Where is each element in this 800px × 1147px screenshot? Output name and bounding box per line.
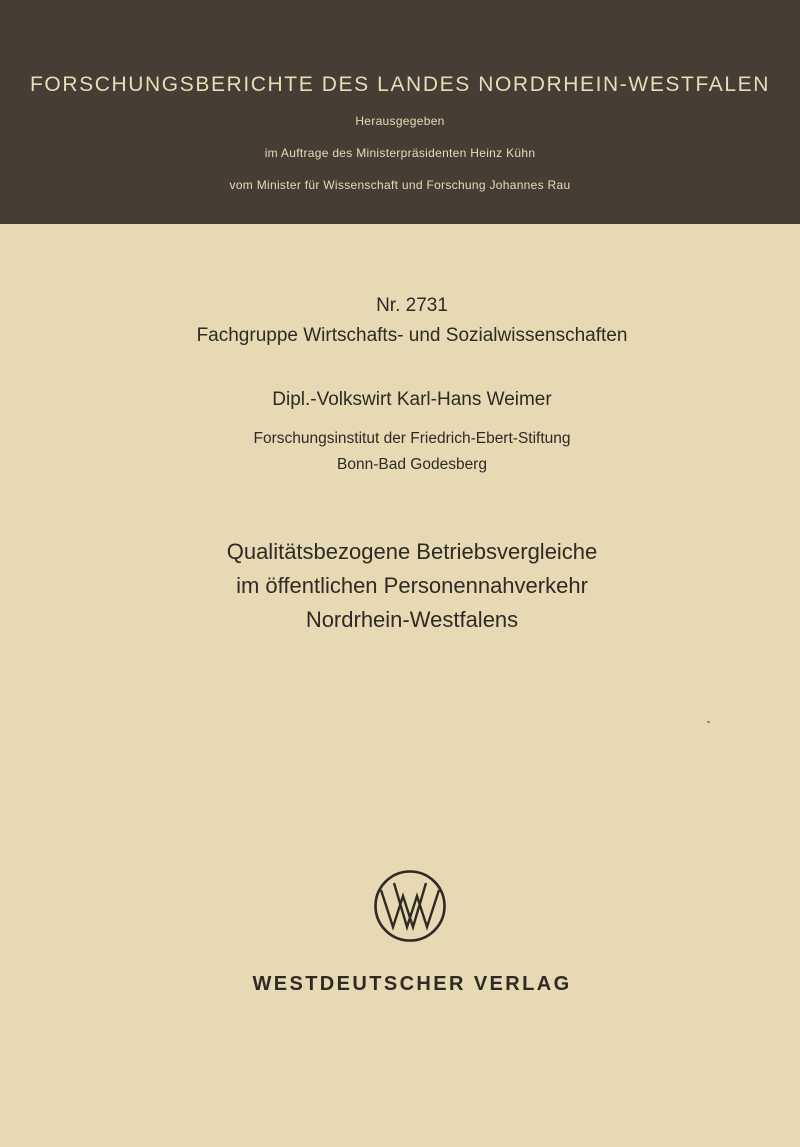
title-line-3: Nordrhein-Westfalens	[305, 607, 519, 632]
subject-group: Fachgruppe Wirtschafts- und Sozialwissenschaften	[196, 325, 628, 346]
series-title: FORSCHUNGSBERICHTE DES LANDES NORDRHEIN-WESTFALEN	[30, 73, 770, 96]
editor-line: Herausgegeben	[355, 114, 445, 128]
publisher-name: WESTDEUTSCHER VERLAG	[252, 973, 572, 995]
commission-line: im Auftrage des Ministerpräsidenten Heinz Kühn	[264, 146, 536, 160]
speck	[707, 721, 710, 723]
header-band	[0, 0, 800, 224]
wv-publisher-logo-icon	[373, 869, 447, 943]
title-line-2: im öffentlichen Personennahverkehr	[236, 573, 588, 598]
report-number: Nr. 2731	[376, 295, 448, 316]
institute-location: Bonn-Bad Godesberg	[337, 456, 487, 473]
minister-line: vom Minister für Wissenschaft und Forschung Johannes Rau	[229, 178, 571, 192]
institute: Forschungsinstitut der Friedrich-Ebert-Stiftung	[253, 430, 571, 447]
author: Dipl.-Volkswirt Karl-Hans Weimer	[272, 389, 552, 410]
title-line-1: Qualitätsbezogene Betriebsvergleiche	[226, 539, 598, 564]
